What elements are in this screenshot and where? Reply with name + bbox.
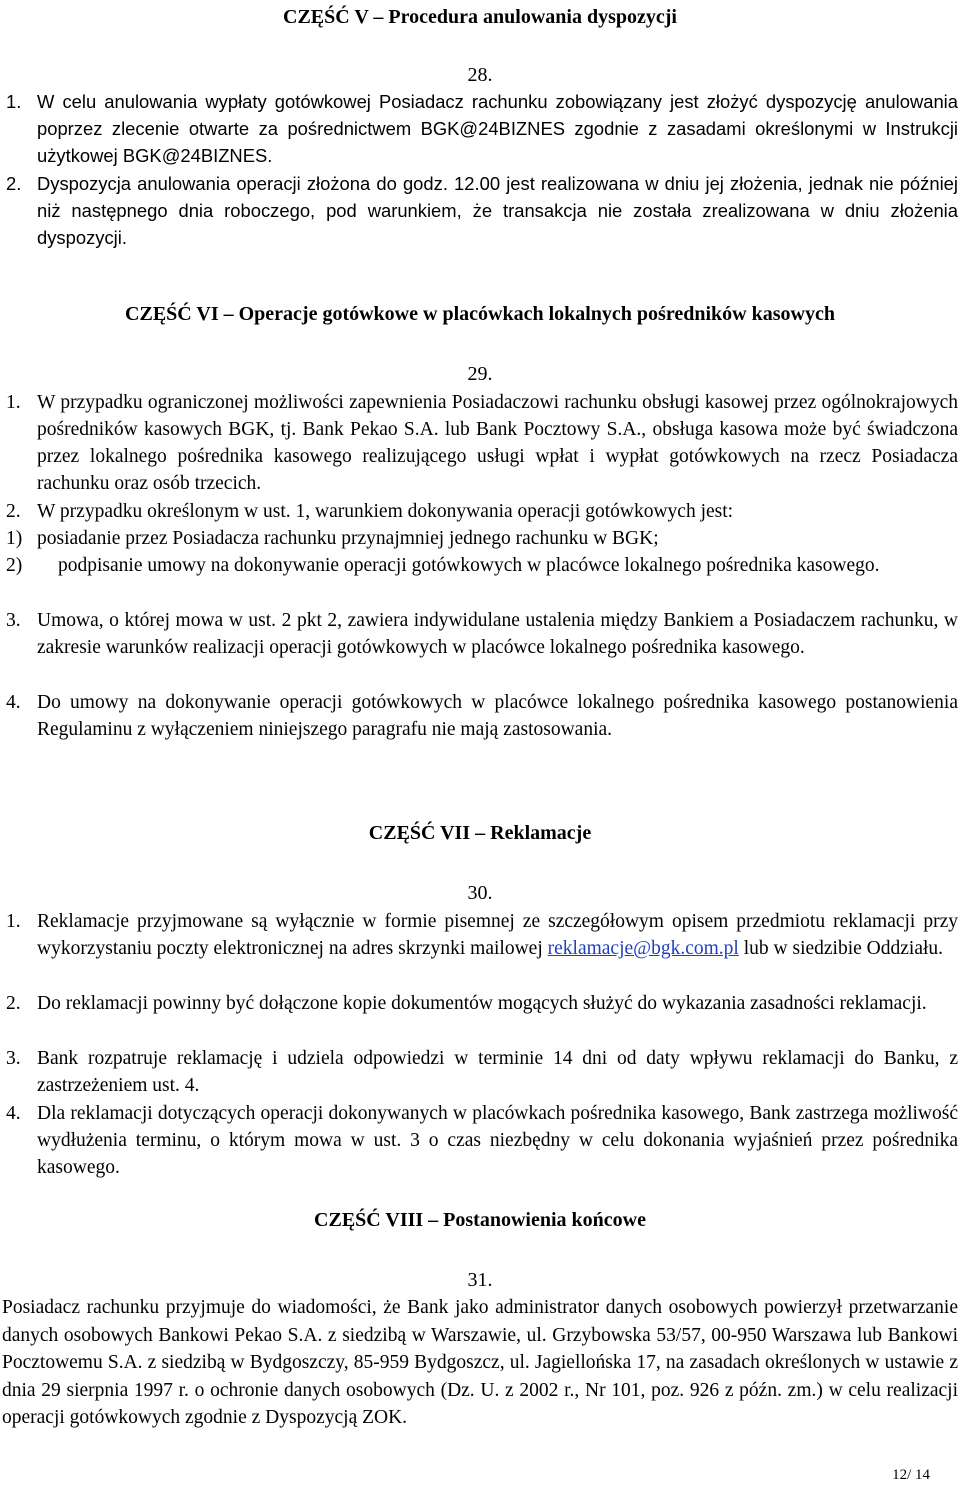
- item-number: 1.: [6, 392, 21, 413]
- item-text: Dyspozycja anulowania operacji złożona do godz. 12.00 jest realizowana w dniu jej złożenia, jednak nie później niż następnego dnia roboczego, pod warunkiem, że transakcja nie została zrealizowana w dniu złożenia dyspozycji.: [37, 173, 958, 248]
- part-6-item-4: [6, 689, 958, 743]
- item-number: 3.: [6, 1048, 21, 1069]
- item-number: 2): [6, 555, 23, 576]
- item-text: Dla reklamacji dotyczących operacji dokonywanych w placówkach pośrednika kasowego, Bank zastrzega możliwość wydłużenia terminu, o którym mowa w ust. 3 o czas niezbędny w celu dokonania wyjaśnień przez pośrednika kasowego.: [37, 1103, 958, 1178]
- section-29-number: 29.: [467, 363, 493, 385]
- part-8-heading: CZĘŚĆ VIII – Postanowienia końcowe: [314, 1209, 646, 1231]
- part-6-item-2: [6, 498, 958, 525]
- page-number: 12/ 14: [892, 1467, 930, 1483]
- part-5-item-1: [6, 88, 958, 169]
- item-number: 1.: [6, 911, 21, 932]
- part-6-heading: CZĘŚĆ VI – Operacje gotówkowe w placówkach lokalnych pośredników kasowych: [125, 303, 835, 325]
- part-8-paragraph: Posiadacz rachunku przyjmuje do wiadomości, że Bank jako administrator danych osobowych powierzył przetwarzanie danych osobowych Bankowi Pekao S.A. z siedzibą w Warszawie, ul. Grzybowska 53/57, 00-950 Warszawa lub Bankowi Pocztowemu S.A. z siedzibą w Bydgoszczy, 85-959 Bydgoszcz, ul. Jagiellońska 17, na zasadach określonych w ustawie z dnia 29 sierpnia 1997 r. o ochronie danych osobowych (Dz. U. z 2002 r., Nr 101, poz. 926 z późn. zm.) w celu realizacji operacji gotówkowych zgodnie z Dyspozycją ZOK.: [2, 1297, 958, 1429]
- part-7-item-3: [6, 1045, 958, 1099]
- item-text: Umowa, o której mowa w ust. 2 pkt 2, zawiera indywidulane ustalenia między Bankiem a Posiadaczem rachunku, w zakresie warunków realizacji operacji gotówkowych w placówce lokalnego pośrednika kasowego.: [37, 610, 958, 658]
- part-7-item-1: [6, 908, 958, 962]
- part-6-item-1: [6, 389, 958, 497]
- item-text: podpisanie umowy na dokonywanie operacji gotówkowych w placówce lokalnego pośrednika kasowego.: [58, 555, 880, 576]
- item-text: W celu anulowania wypłaty gotówkowej Posiadacz rachunku zobowiązany jest złożyć dyspozycję anulowania poprzez zlecenie otwarte za pośrednictwem BGK@24BIZNES zgodnie z zasadami określonymi w Instrukcji użytkowej BGK@24BIZNES.: [37, 91, 958, 166]
- item-number: 1): [6, 528, 23, 549]
- item-number: 2.: [6, 993, 21, 1014]
- part-5-heading: CZĘŚĆ V – Procedura anulowania dyspozycji: [283, 6, 677, 28]
- item-number: 4.: [6, 1103, 21, 1124]
- part-5-item-2: [6, 170, 958, 251]
- item-text: posiadanie przez Posiadacza rachunku przynajmniej jednego rachunku w BGK;: [37, 528, 659, 549]
- item-number: 4.: [6, 692, 21, 713]
- item-text-after: lub w siedzibie Oddziału.: [738, 938, 944, 959]
- item-number: 2.: [6, 501, 21, 522]
- item-text: Do umowy na dokonywanie operacji gotówkowych w placówce lokalnego pośrednika kasowego postanowienia Regulaminu z wyłączeniem niniejszego paragrafu nie mają zastosowania.: [37, 692, 958, 740]
- part-6-subitem-2: [6, 552, 958, 579]
- item-text: W przypadku określonym w ust. 1, warunkiem dokonywania operacji gotówkowych jest:: [37, 501, 734, 522]
- part-7-item-2: [6, 990, 958, 1017]
- item-text: W przypadku ograniczonej możliwości zapewnienia Posiadaczowi rachunku obsługi kasowej przez ogólnokrajowych pośredników kasowych BGK, tj. Bank Pekao S.A. lub Bank Pocztowy S.A., obsługa kasowa może być świadczona przez lokalnego pośrednika kasowego realizującego usługi wpłat i wypłat gotówkowych na rzecz Posiadacza rachunku oraz osób trzecich.: [37, 392, 958, 494]
- item-number: 2.: [6, 173, 22, 194]
- item-text: Bank rozpatruje reklamację i udziela odpowiedzi w terminie 14 dni od daty wpływu reklamacji do Banku, z zastrzeżeniem ust. 4.: [37, 1048, 958, 1096]
- part-7-heading: CZĘŚĆ VII – Reklamacje: [368, 822, 592, 844]
- section-30-number: 30.: [467, 882, 493, 904]
- section-28-number: 28.: [467, 64, 493, 86]
- complaints-email-link[interactable]: reklamacje@bgk.com.pl: [547, 938, 739, 959]
- section-31-number: 31.: [467, 1269, 493, 1291]
- item-text: Do reklamacji powinny być dołączone kopie dokumentów mogących służyć do wykazania zasadności reklamacji.: [37, 993, 927, 1014]
- item-text: [37, 908, 958, 962]
- part-6-subitem-1: [6, 525, 958, 552]
- item-text-before: Reklamacje przyjmowane są wyłącznie w formie pisemnej ze szczegółowym opisem przedmiotu reklamacji przy wykorzystaniu poczty elektronicznej na adres skrzynki mailowej: [37, 911, 958, 959]
- item-number: 1.: [6, 91, 22, 112]
- part-7-item-4: [6, 1100, 958, 1181]
- part-6-item-3: [6, 607, 958, 661]
- item-number: 3.: [6, 610, 21, 631]
